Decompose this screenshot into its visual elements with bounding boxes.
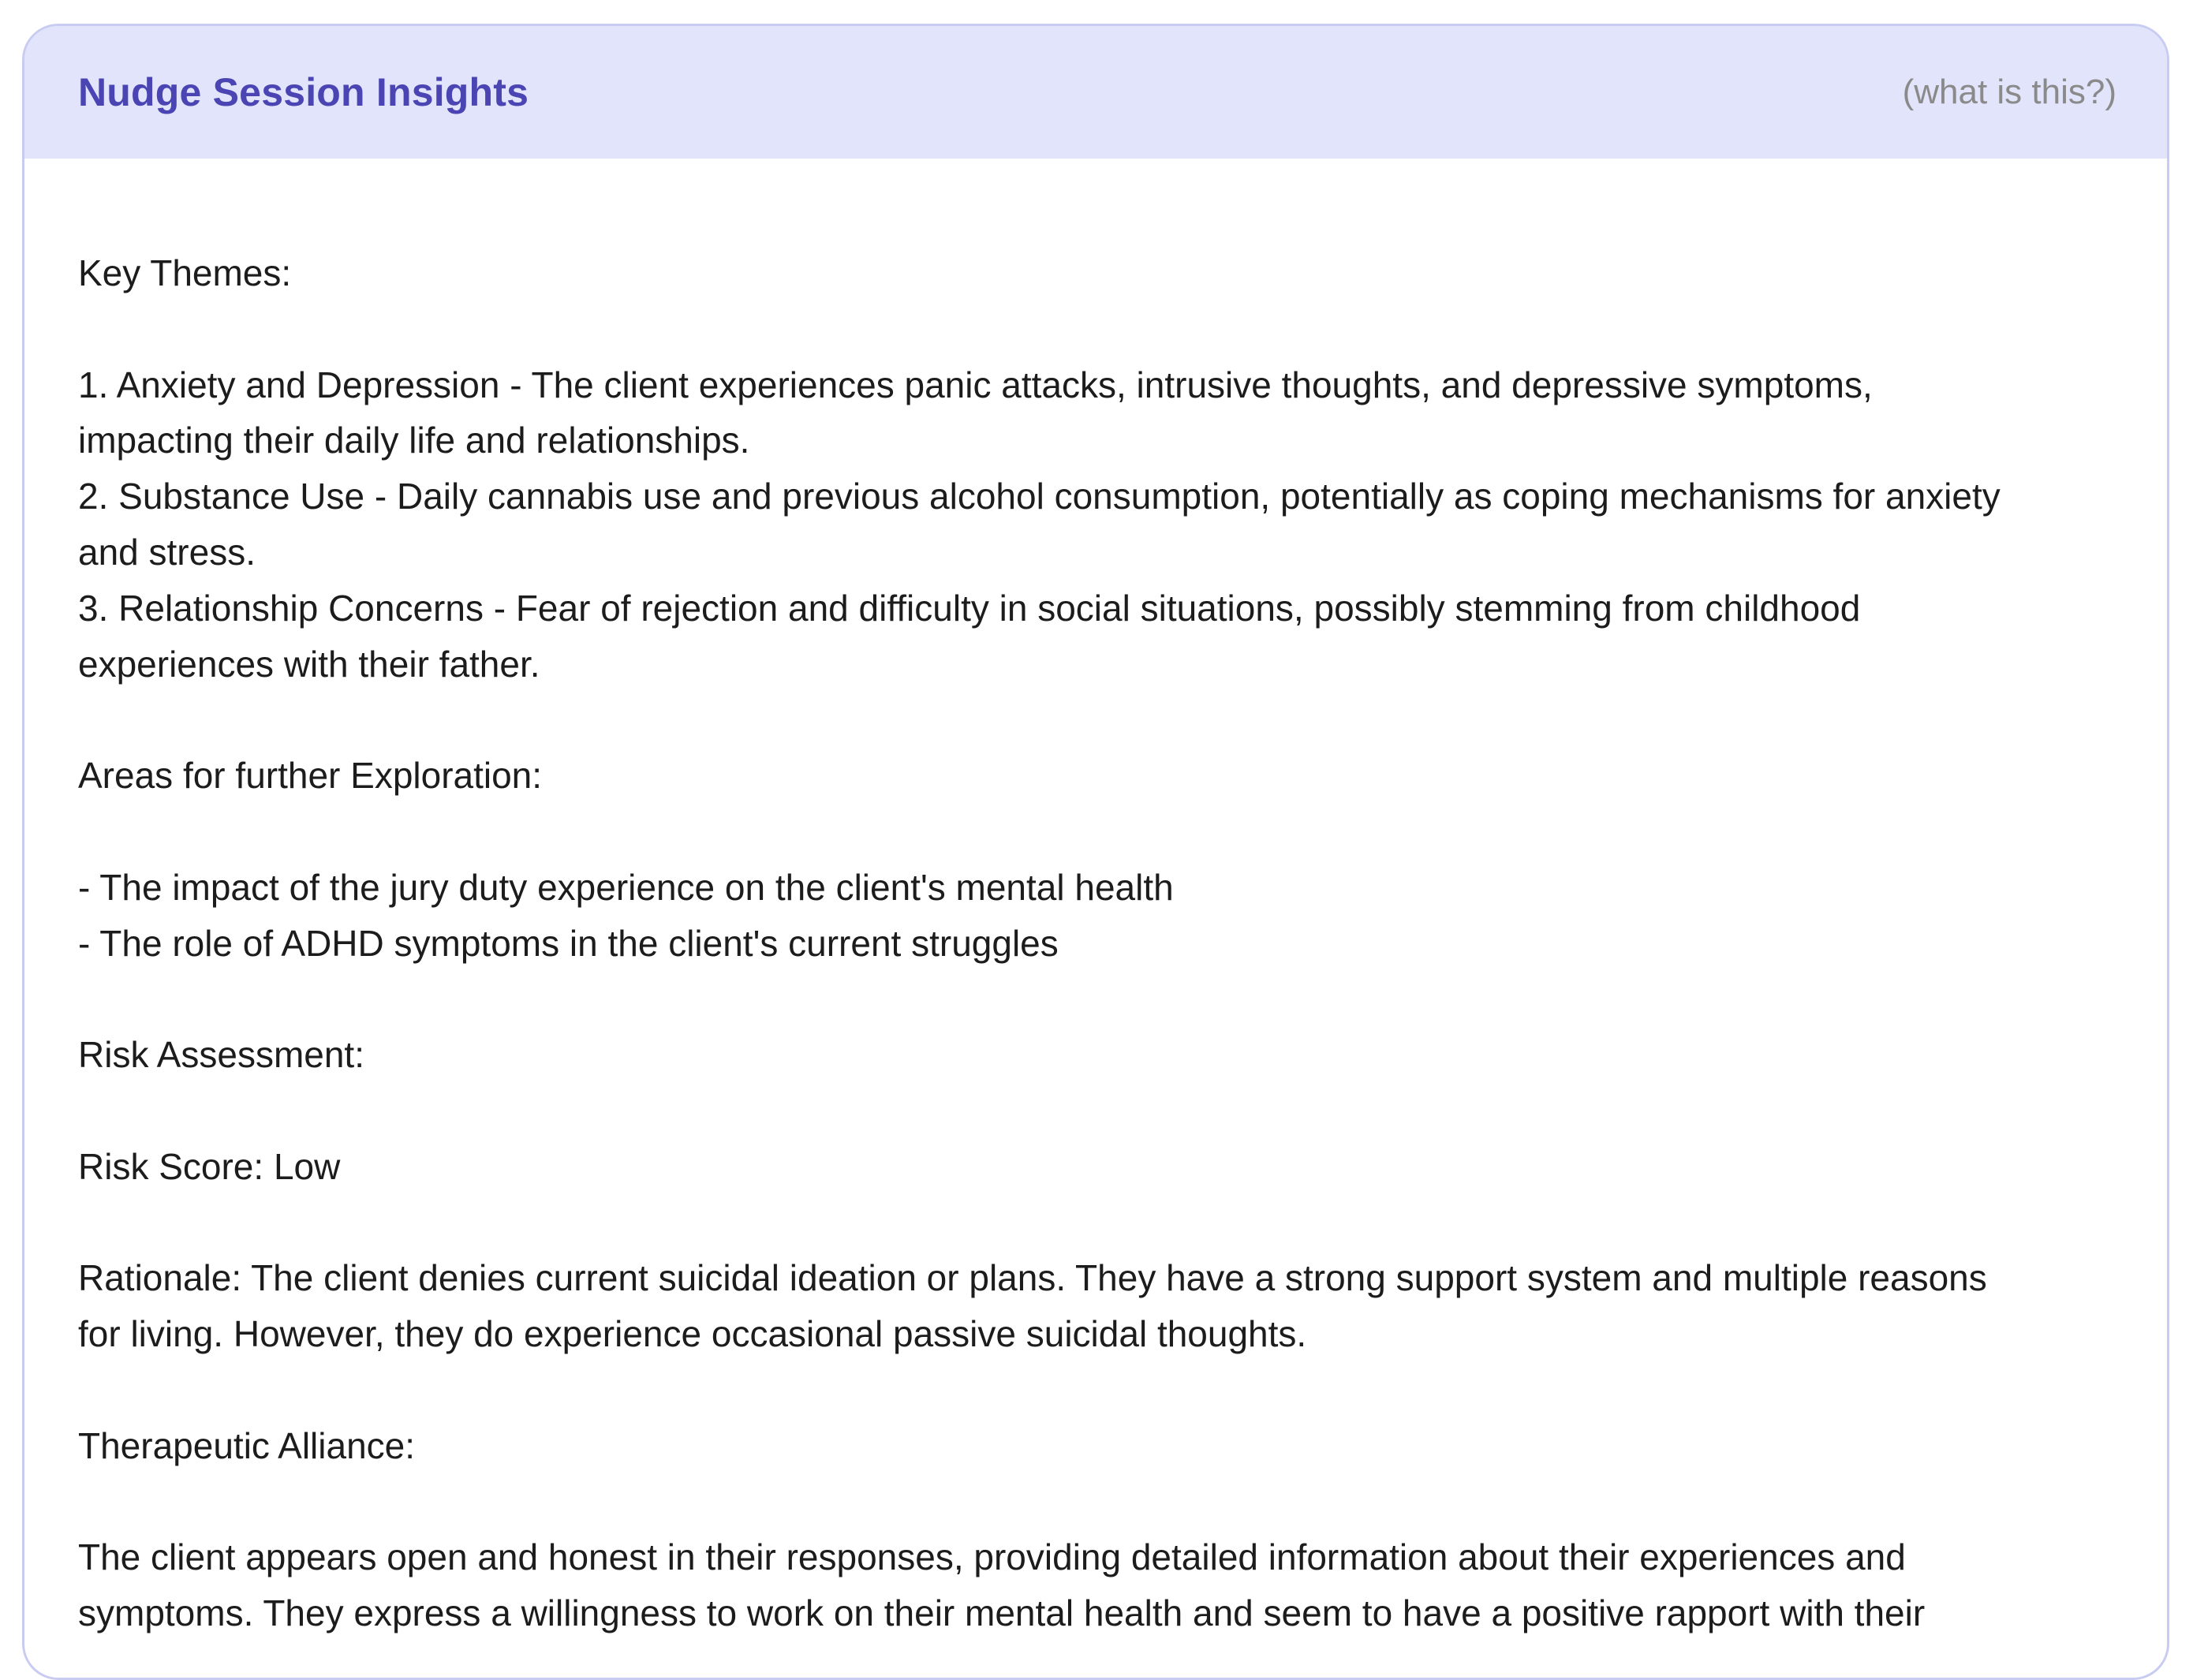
insights-body xyxy=(24,159,2167,1641)
alliance-line-1: The client appears open and honest in their responses, providing detailed information about their experiences and xyxy=(78,1536,1906,1578)
therapeutic-alliance-heading: Therapeutic Alliance: xyxy=(78,1424,416,1466)
exploration-heading: Areas for further Exploration: xyxy=(78,755,543,797)
exploration-item: - The role of ADHD symptoms in the client's current struggles xyxy=(78,922,1059,964)
theme-2-line-1: 2. Substance Use - Daily cannabis use and previous alcohol consumption, potentially as coping mechanisms for anxiety xyxy=(78,476,2001,517)
risk-score: Risk Score: Low xyxy=(78,1145,341,1187)
risk-assessment-heading: Risk Assessment: xyxy=(78,1034,364,1076)
theme-3-line-1: 3. Relationship Concerns - Fear of rejection and difficulty in social situations, possibly stemming from childhood xyxy=(78,587,1861,629)
card-title: Nudge Session Insights xyxy=(78,70,529,114)
alliance-line-2: symptoms. They express a willingness to work on their mental health and seem to have a positive rapport with their xyxy=(78,1592,1926,1634)
rationale-line-2: for living. However, they do experience occasional passive suicidal thoughts. xyxy=(78,1313,1307,1355)
rationale-line-1: Rationale: The client denies current suicidal ideation or plans. They have a strong support system and multiple reasons xyxy=(78,1257,1987,1299)
exploration-item: - The impact of the jury duty experience on the client's mental health xyxy=(78,866,1174,908)
theme-2-line-2: and stress. xyxy=(78,531,256,573)
theme-3-line-2: experiences with their father. xyxy=(78,643,540,685)
theme-1-line-1: 1. Anxiety and Depression - The client experiences panic attacks, intrusive thoughts, and depressive symptoms, xyxy=(78,364,1873,405)
what-is-this-link[interactable]: (what is this?) xyxy=(1902,73,2116,111)
session-insights-card xyxy=(22,24,2169,1680)
card-header xyxy=(24,26,2167,159)
theme-1-line-2: impacting their daily life and relationships. xyxy=(78,420,750,461)
key-themes-heading: Key Themes: xyxy=(78,252,292,293)
